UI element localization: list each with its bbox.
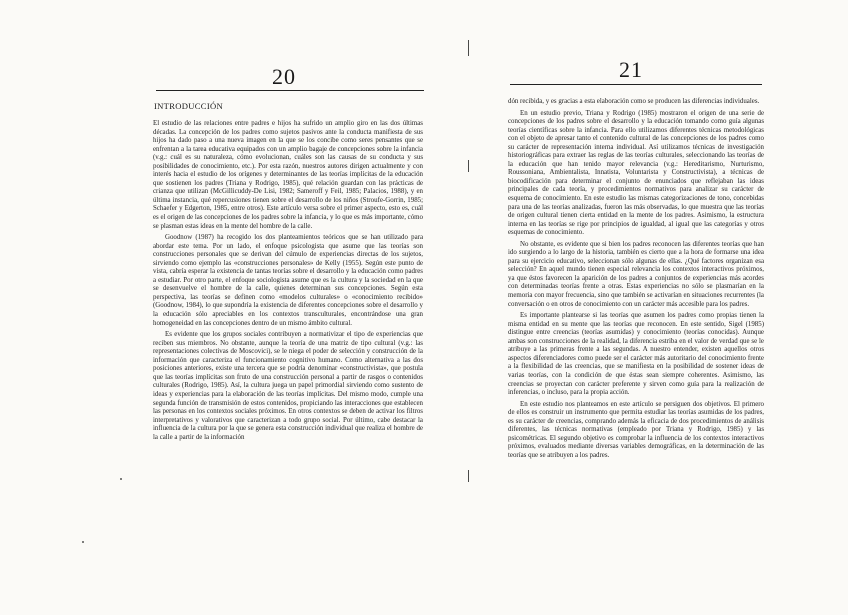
header-rule — [510, 84, 762, 85]
header-rule — [156, 90, 424, 91]
page-number: 21 — [619, 57, 643, 82]
scan-speck — [120, 478, 122, 480]
gutter-mark — [468, 40, 469, 600]
paragraph: En un estudio previo, Triana y Rodrigo (1985) mostraron el origen de una serie de concepciones de los padres sobre el desarrollo y la educación tomando como guía algunas teorías científicas sobre la infancia. Para ello utilizamos diferentes técnicas metodológicas con el objeto de apresar tanto el contenido cultural de las concepciones de los padres como su carácter de representación interna individual. Así utilizamos técnicas de investigación historiográficas para extraer las reglas de las teorías culturales, seleccionando las teorías de la educación que han tenido mayor relevancia (v.g.: Hereditarismo, Nurturismo, Roussoniana, Ambientalista, Innatista, Voluntarista y Constructivista), a técnicas de biocodificación para determinar el conjunto de enunciados que reflejaban las ideas principales de cada teoría, y procedimientos normativos para analizar su carácter de esquema de conocimiento. En este estudio las mismas categorizaciones de tono, concebidas para una de las teorías analizadas, fueron las más observadas, lo que muestra que las teorías de origen cultural tienen cierta entidad en la mente de los padres. Asimismo, la estructura interna en las teorías se rige por principios de igualdad, al igual que las categorías y otros esquemas de conocimiento. — [508, 109, 764, 237]
paragraph: No obstante, es evidente que si bien los padres reconocen las diferentes teorías que han ido surgiendo a lo largo de la historia, también es cierto que a la hora de formarse una idea para su ejercicio educativo, seleccionan sólo algunas de ellas. ¿Qué factores organizan esa selección? En aquel mundo tienen especial relevancia los contextos interactivos próximos, ya que éstos favorecen la aparición de los padres a conjuntos de experiencias más acordes con determinadas teorías frente a otras. Estas experiencias no sólo se plasmarían en la memoria con mayor frecuencia, sino que también se activarían en situaciones recurrentes (la conversación o en otros de conocimiento con un carácter más accesible para los padres. — [508, 240, 764, 308]
scan-speck — [82, 541, 84, 543]
right-page — [424, 0, 848, 615]
paragraph: Es importante plantearse si las teorías que asumen los padres como propias tienen la misma entidad en su mente que las teorías que reconocen. En este sentido, Sigel (1985) distingue entre creencias (teorías asumidas) y conocimiento (teorías conocidas). Aunque ambas son construcciones de la realidad, la diferencia estriba en el valor de verdad que se le atribuye a las primeras frente a las segundas. A nuestro entender, existen aquellos otros aspectos diferenciadores como puede ser el carácter más autoritario del conocimiento frente a la flexibilidad de las creencias, que se manifiesta en la posibilidad de sostener ideas de varias teorías, con la condición de que éstas sean siempre coherentes. Asimismo, las creencias se proyectan con carácter preferente y sirven como guía para la realización de inferencias, o incluso, para la propia acción. — [508, 312, 764, 397]
paragraph: En este estudio nos planteamos en este artículo se persiguen dos objetivos. El primero de ellos es construir un instrumento que permita estudiar las teorías asumidas de los padres, es su carácter de creencias, comprando además la eficacia de dos procedimientos de análisis diferentes, las técnicas normativas (empleado por Triana y Rodrigo, 1985) y las psicométricas. El segundo objetivo es comprobar la influencia de los contextos interactivos próximos, evaluados mediante diversas variables demográficas, en la determinación de las teorías que se atribuyen a los padres. — [508, 400, 764, 459]
paragraph: Es evidente que los grupos sociales contribuyen a normativizar el tipo de experiencias que reciben sus miembros. No obstante, aunque la teoría de una matriz de tipo cultural (v.g.: las representaciones colectivas de Moscovici), se le niega el poder de selección y construcción de la información que caracteriza el funcionamiento cognitivo humano. Como alternativa a las dos posiciones anteriores, existe una tercera que se podría denominar «constructivista», que postula que las teorías implícitas son fruto de una construcción personal a partir de rasgos o contenidos culturales (Rodrigo, 1985). Así, la cultura juega un papel primordial sirviendo como sustento de ideas y experiencias para la elaboración de las teorías implícitas. Del mismo modo, cumple una segunda función de transmisión de estos contenidos, propiciando las interacciones que establecen las personas en los contextos sociales próximos. En otros contextos se deben de activar los filtros interpretativos y valorativos que caracterizan a todo grupo social. Por último, cabe destacar la influencia de la cultura por la que se genera esta construcción individual que realiza el hombre de la calle a partir de la información — [153, 331, 423, 441]
paragraph: Goodnow (1987) ha recogido los dos planteamientos teóricos que se han utilizado para abordar este tema. Por un lado, el enfoque psicologista que asume que las teorías son construcciones personales que se derivan del cúmulo de experiencias directas de los sujetos, sirviendo como ejemplo las «construcciones personales» de Kelly (1955). Según este punto de vista, cabría esperar la existencia de tantas teorías sobre el desarrollo y la educación como padres a estudiar. Por otro parte, el enfoque sociologista asume que es la cultura y la sociedad en la que se desenvuelve el hombre de la calle, quienes determinan sus concepciones. Según esta perspectiva, las teorías se definen como «modelos culturales» o «conocimiento recibido» (Goodnow, 1984), lo que supondría la existencia de diferentes concepciones sobre el desarrollo y la educación sólo apreciables en los contextos transculturales, encontrándose una gran homogeneidad en las concepciones dentro de un mismo ámbito cultural. — [153, 234, 423, 327]
paragraph: El estudio de las relaciones entre padres e hijos ha sufrido un amplio giro en las dos últimas décadas. La concepción de los padres como sujetos pasivos ante la conducta manifiesta de sus hijos ha dado paso a una nueva imagen en la que se los concibe como seres pensantes que se enfrentan a la tarea educativa equipados con un amplio bagaje de concepciones sobre la infancia (v.g.: cuál es su naturaleza, cómo evolucionan, cuáles son las causas de su conducta y sus posibilidades de conocimiento, etc.). Por esta razón, nuestros autores dirigen actualmente y con interés hacia el estudio de los orígenes y determinantes de las teorías implícitas de la educación que sostienen los padres (Triana y Rodrigo, 1985), qué relación guardan con las prácticas de crianza que utilizan (McGillicuddy-De Lisi, 1982; Sameroff y Feil, 1985; Palacios, 1988), y en última instancia, qué repercusiones tienen sobre el desarrollo de los niños (Stroufe-Gorrin, 1985; Schaefer y Edgerton, 1985, entre otros). Este artículo versa sobre el primer aspecto, esto es, cuál es el origen de las concepciones de los padres sobre la infancia, y lo que es más importante, cómo se plasman estas ideas en la mente del hombre de la calle. — [153, 120, 423, 230]
paragraph: dón recibida, y es gracias a esta elaboración como se producen las diferencias individuales. — [508, 98, 760, 105]
page-number: 20 — [272, 64, 296, 89]
body-text — [508, 98, 764, 460]
body-text — [153, 120, 423, 442]
section-heading: INTRODUCCIÓN — [154, 101, 224, 111]
